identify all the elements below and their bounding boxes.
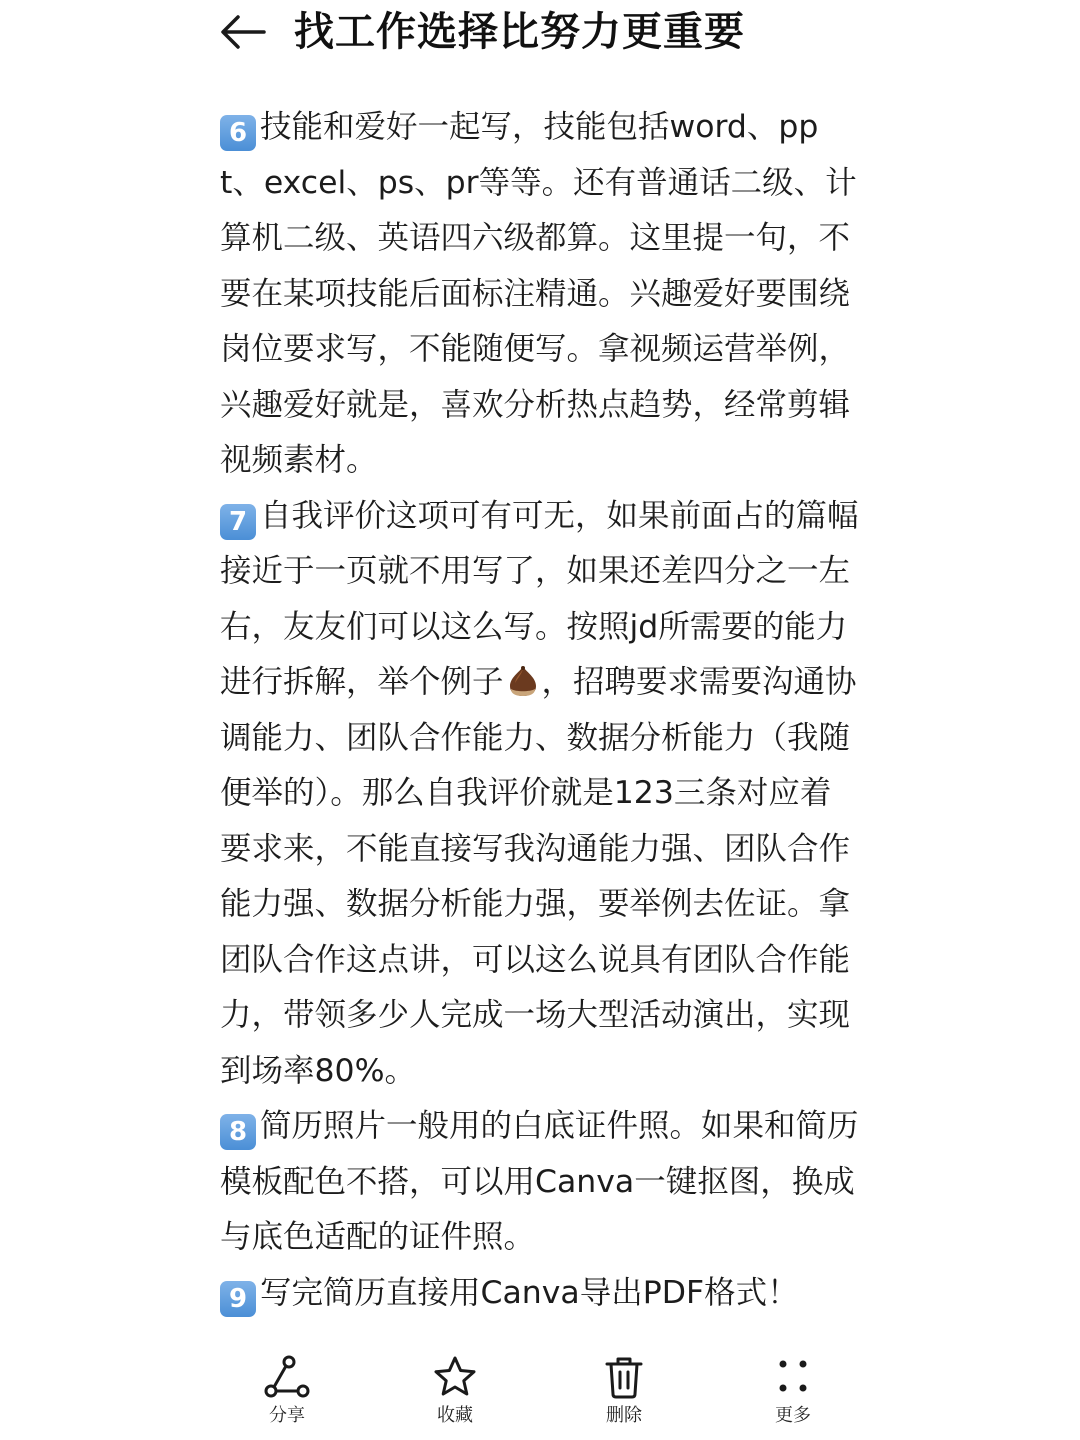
list-item-text: 技能和爱好一起写，技能包括word、ppt、excel、ps、pr等等。还有普通话二级、计算机二级、英语四六级都算。这里提一句，不要在某项技能后面标注精通。兴趣爱好要围绕岗位要求写，不能随便写。拿视频运营举例，兴趣爱好就是，喜欢分析热点趋势，经常剪辑视频素材。 — [220, 109, 857, 478]
page-title: 找工作选择比努力更重要 — [294, 9, 745, 55]
article-body — [220, 100, 860, 1321]
trash-icon — [599, 1354, 649, 1400]
arrow-left-icon — [216, 8, 270, 56]
star-icon — [430, 1354, 480, 1400]
list-item-text-continued: ，招聘要求需要沟通协调能力、团队合作能力、数据分析能力（我随便举的）。那么自我评价就是123三条对应着要求来，不能直接写我沟通能力强、团队合作能力强、数据分析能力强，要举例去佐证。拿团队合作这点讲，可以这么说具有团队合作能力，带领多少人完成一场大型活动演出，实现到场率80%。 — [220, 664, 857, 1089]
number-badge-9: 9 — [220, 1281, 256, 1317]
favorite-label: 收藏 — [437, 1405, 473, 1426]
back-button[interactable] — [216, 8, 270, 56]
list-item — [220, 100, 860, 489]
chestnut-emoji-icon — [506, 664, 540, 698]
more-dots-icon — [768, 1354, 818, 1400]
share-label: 分享 — [269, 1405, 305, 1426]
list-item-text: 自我评价这项可有可无，如果前面占的篇幅接近于一页就不用写了，如果还差四分之一左右，友友们可以这么写。按照jd所需要的能力进行拆解，举个例子 — [220, 497, 859, 700]
delete-label: 删除 — [606, 1405, 642, 1426]
list-item-text: 简历照片一般用的白底证件照。如果和简历模板配色不搭，可以用Canva一键抠图，换成与底色适配的证件照。 — [220, 1108, 859, 1255]
bottom-toolbar — [0, 1350, 1080, 1440]
list-item — [220, 1099, 860, 1266]
number-badge-8: 8 — [220, 1114, 256, 1150]
favorite-button[interactable] — [410, 1350, 500, 1438]
number-badge-7: 7 — [220, 504, 256, 540]
number-badge-6: 6 — [220, 115, 256, 151]
list-item — [220, 1266, 860, 1322]
list-item-text: 写完简历直接用Canva导出PDF格式！ — [260, 1274, 799, 1311]
header-bar — [0, 0, 1080, 70]
more-label: 更多 — [775, 1405, 811, 1426]
list-item — [220, 489, 860, 1100]
more-button[interactable] — [748, 1350, 838, 1438]
share-icon — [262, 1354, 312, 1400]
share-button[interactable] — [242, 1350, 332, 1438]
delete-button[interactable] — [579, 1350, 669, 1438]
